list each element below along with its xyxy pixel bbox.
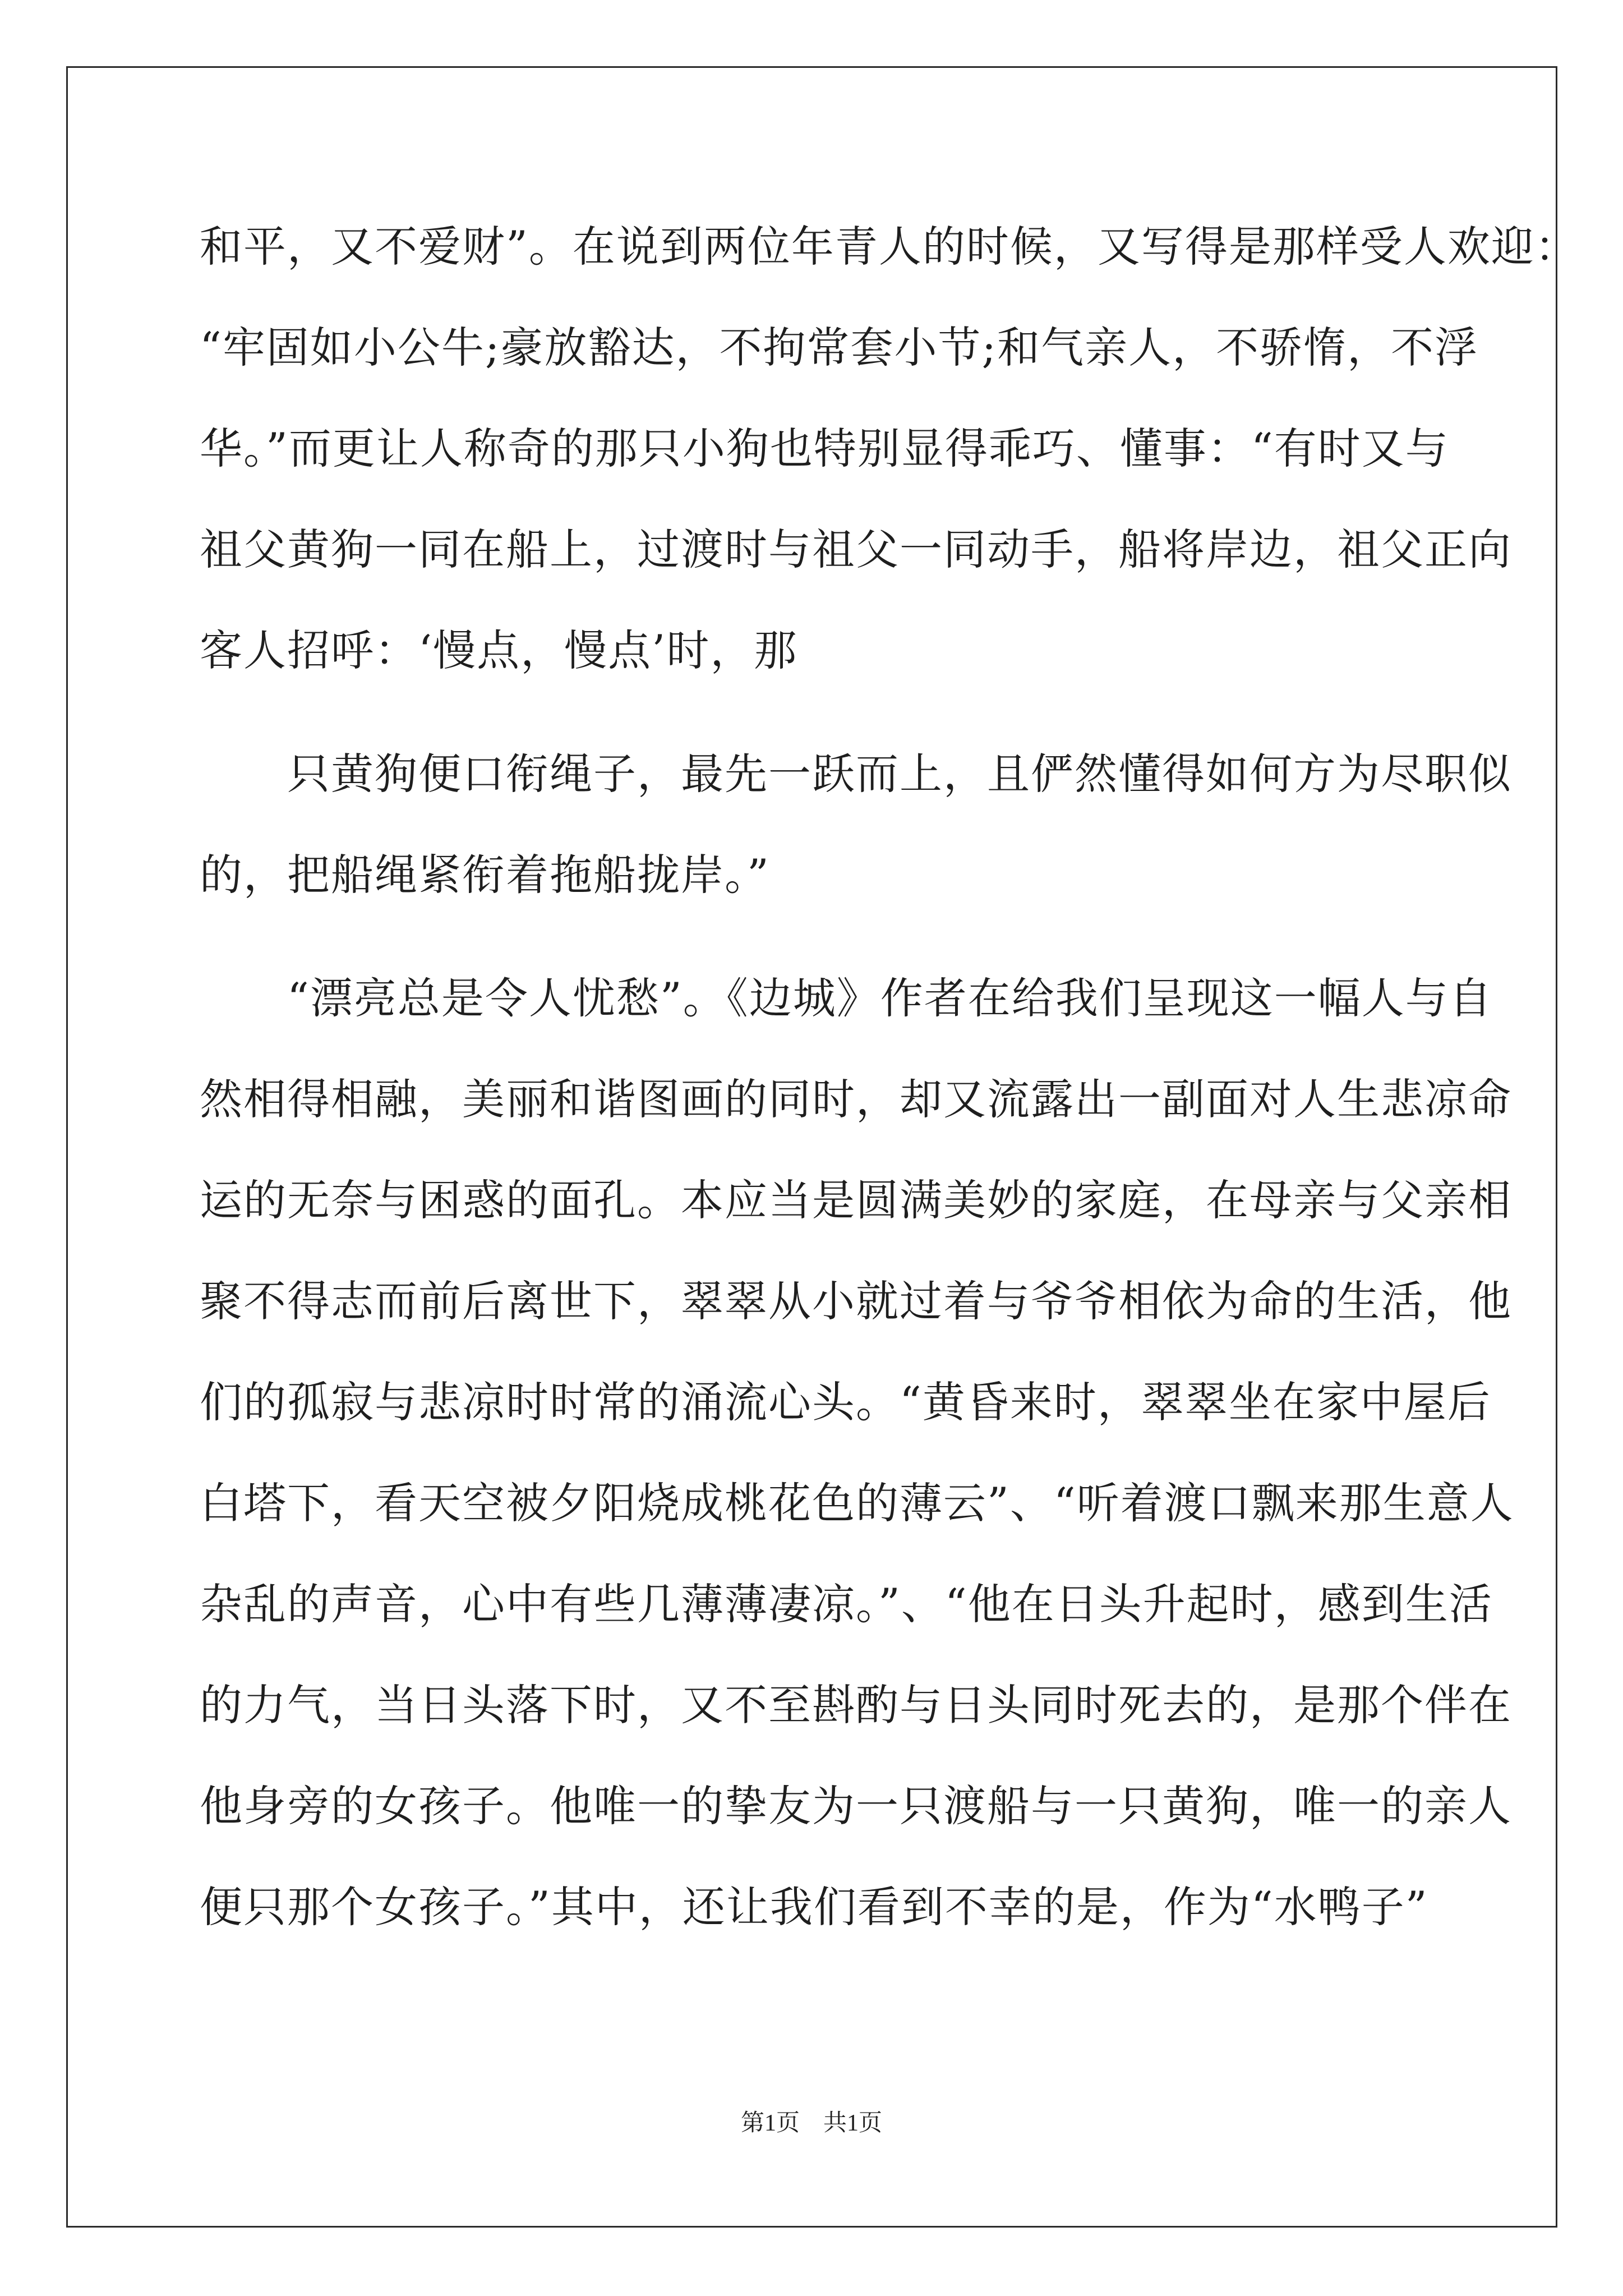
body-line: 白塔下，看天空被夕阳烧成桃花色的薄云”、“听着渡口飘来那生意人 xyxy=(200,1478,1514,1528)
body-line: 华。”而更让人称奇的那只小狗也特别显得乖巧、懂事：“有时又与 xyxy=(200,424,1449,473)
body-line: 祖父黄狗一同在船上，过渡时与祖父一同动手，船将岸边，祖父正向 xyxy=(200,524,1512,574)
body-line: “漂亮总是令人忧愁”。《边城》作者在给我们呈现这一幅人与自 xyxy=(200,973,1493,1023)
body-line: 客人招呼：‘慢点，慢点’时，那 xyxy=(200,625,798,675)
body-line: 聚不得志而前后离世下，翠翠从小就过着与爷爷相依为命的生活，他 xyxy=(200,1276,1512,1326)
body-line: 然相得相融，美丽和谐图画的同时，却又流露出一副面对人生悲凉命 xyxy=(200,1074,1512,1124)
body-line: 运的无奈与困惑的面孔。本应当是圆满美妙的家庭，在母亲与父亲相 xyxy=(200,1175,1512,1225)
body-line: 他身旁的女孩子。他唯一的挚友为一只渡船与一只黄狗，唯一的亲人 xyxy=(200,1781,1512,1831)
body-line: 只黄狗便口衔绳子，最先一跃而上，且俨然懂得如何方为尽职似 xyxy=(200,749,1512,799)
body-line: 的，把船绳紧衔着拖船拢岸。” xyxy=(200,850,770,900)
body-line: 杂乱的声音，心中有些几薄薄凄凉。”、“他在日头升起时，感到生活 xyxy=(200,1579,1493,1629)
body-line: 和平，又不爱财”。在说到两位年青人的时候，又写得是那样受人欢迎： xyxy=(200,222,1579,272)
body-line: “牢固如小公牛;豪放豁达，不拘常套小节;和气亲人，不骄惰，不浮 xyxy=(200,323,1479,372)
body-line: 们的孤寂与悲凉时时常的涌流心头。“黄昏来时，翠翠坐在家中屋后 xyxy=(200,1377,1491,1427)
body-line: 的力气，当日头落下时，又不至斟酌与日头同时死去的，是那个伴在 xyxy=(200,1680,1512,1730)
page-number-footer: 第1页 共1页 xyxy=(740,2110,882,2136)
body-line: 便只那个女孩子。”其中，还让我们看到不幸的是，作为“水鸭子” xyxy=(200,1882,1428,1932)
